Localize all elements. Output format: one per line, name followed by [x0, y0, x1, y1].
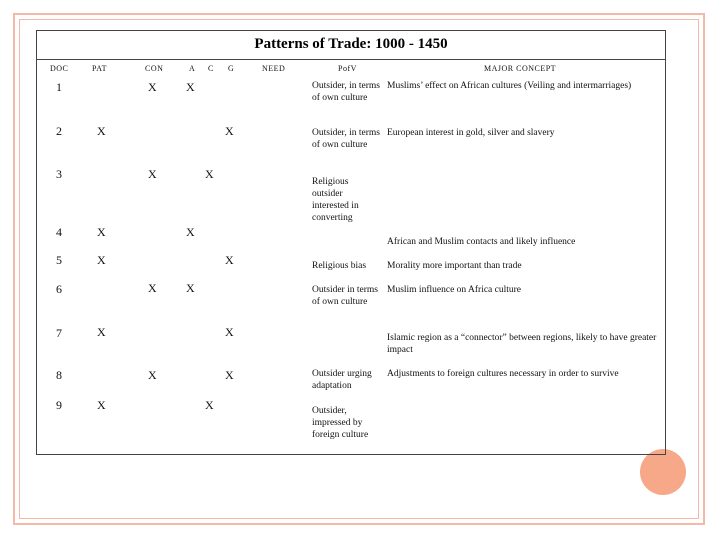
doc-number: 7: [56, 326, 62, 340]
doc-number: 3: [56, 167, 62, 181]
mark-con: X: [148, 368, 157, 382]
mark-con: X: [148, 167, 157, 181]
header-con: CON: [145, 64, 164, 73]
concept-text: Islamic region as a “connector” between regions, likely to have greater impact: [387, 333, 657, 355]
mark-a: X: [186, 80, 195, 94]
concept-text: African and Muslim contacts and likely influence: [387, 237, 576, 247]
mark-g: X: [225, 325, 234, 339]
header-pofv: PofV: [338, 64, 357, 73]
pofv-text: Outsider, in terms of own culture: [312, 128, 380, 150]
header-need: NEED: [262, 64, 286, 73]
header-c: C: [208, 64, 214, 73]
header-major-concept: MAJOR CONCEPT: [484, 64, 557, 73]
mark-g: X: [225, 253, 234, 267]
pofv-text: Outsider, in terms of own culture: [312, 81, 380, 103]
concept-text: European interest in gold, silver and slavery: [387, 128, 555, 138]
doc-number: 4: [56, 225, 62, 239]
mark-c: X: [205, 167, 214, 181]
mark-con: X: [148, 281, 157, 295]
concept-text: Adjustments to foreign cultures necessary in order to survive: [387, 369, 619, 379]
pofv-text: Outsider, impressed by foreign culture: [312, 406, 369, 440]
pofv-text: Outsider in terms of own culture: [312, 285, 378, 307]
mark-con: X: [148, 80, 157, 94]
doc-number: 2: [56, 124, 62, 138]
concept-text: Morality more important than trade: [387, 261, 522, 271]
pofv-text: Outsider urging adaptation: [312, 369, 372, 391]
mark-pat: X: [97, 398, 106, 412]
doc-number: 8: [56, 368, 62, 382]
table-title: Patterns of Trade: 1000 - 1450: [254, 36, 448, 52]
mark-a: X: [186, 225, 195, 239]
mark-pat: X: [97, 253, 106, 267]
header-g: G: [228, 64, 235, 73]
mark-pat: X: [97, 124, 106, 138]
header-doc: DOC: [50, 64, 69, 73]
mark-g: X: [225, 124, 234, 138]
header-pat: PAT: [92, 64, 107, 73]
mark-a: X: [186, 281, 195, 295]
decorative-circle: [640, 449, 686, 495]
header-a: A: [189, 64, 196, 73]
concept-text: Muslims’ effect on African cultures (Veiling and intermarriages): [387, 81, 632, 91]
mark-pat: X: [97, 225, 106, 239]
mark-pat: X: [97, 325, 106, 339]
pofv-text: Religious outsider interested in converting: [312, 177, 359, 223]
concept-text: Muslim influence on Africa culture: [387, 285, 522, 295]
doc-number: 5: [56, 253, 62, 267]
doc-number: 9: [56, 398, 62, 412]
mark-g: X: [225, 368, 234, 382]
pofv-text: Religious bias: [312, 261, 367, 271]
doc-number: 1: [56, 80, 62, 94]
mark-c: X: [205, 398, 214, 412]
doc-number: 6: [56, 282, 62, 296]
